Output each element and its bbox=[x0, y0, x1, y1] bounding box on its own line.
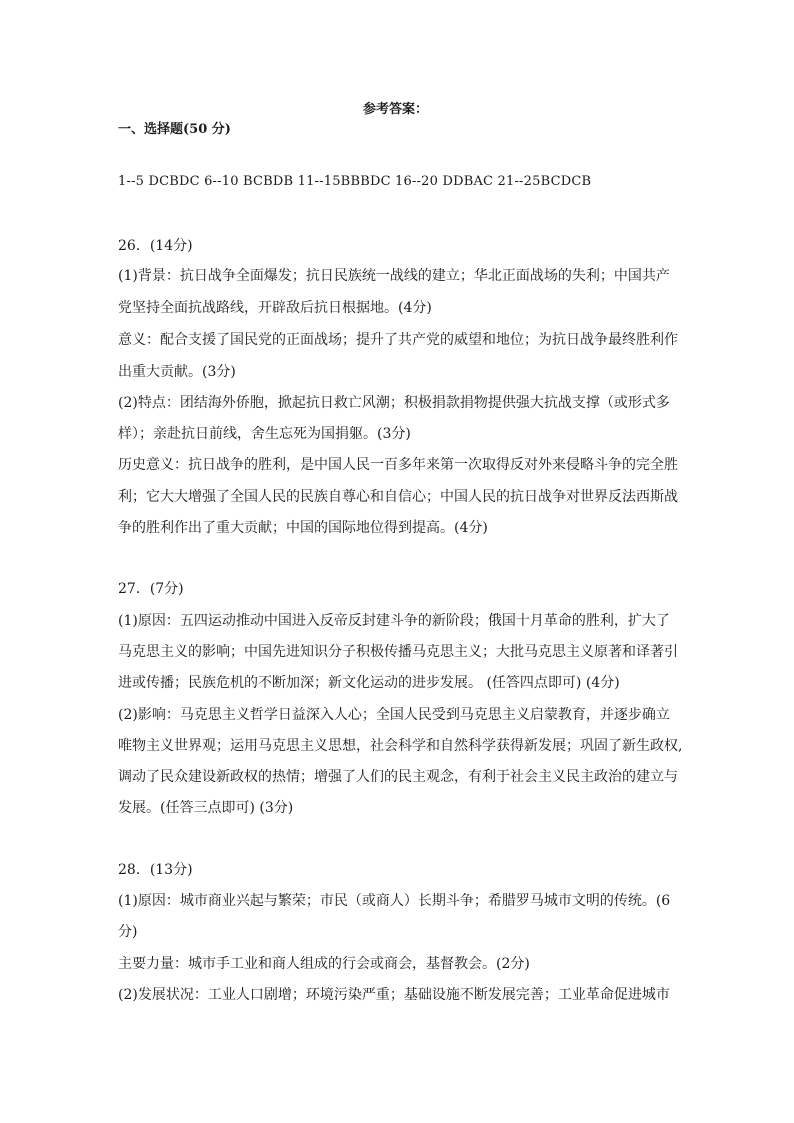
q28-line: (1)原因：城市商业兴起与繁荣；市民（或商人）长期斗争；希腊罗马城市文明的传统。(6 bbox=[118, 893, 671, 909]
page-title: 参考答案： bbox=[363, 102, 429, 117]
q28-line: (2)发展状况：工业人口剧增；环境污染严重；基础设施不断发展完善；工业革命促进城市 bbox=[118, 987, 670, 1003]
q27-line: 马克思主义的影响；中国先进知识分子积极传播马克思主义；大批马克思主义原著和译著引 bbox=[118, 644, 678, 660]
q26-line: 历史意义：抗日战争的胜利，是中国人民一百多年来第一次取得反对外来侵略斗争的完全胜 bbox=[118, 457, 678, 473]
q27-line: (2)影响：马克思主义哲学日益深入人心；全国人民受到马克思主义启蒙教育，并逐步确立 bbox=[118, 707, 670, 723]
q26-line: 党坚持全面抗战路线，开辟敌后抗日根据地。(4分) bbox=[118, 300, 432, 316]
q26-line: 样）；亲赴抗日前线，舍生忘死为国捐躯。(3分) bbox=[118, 426, 411, 442]
q27-line: (1)原因：五四运动推动中国进入反帝反封建斗争的新阶段；俄国十月革命的胜利，扩大了 bbox=[118, 613, 670, 629]
q26-line: 意义：配合支援了国民党的正面战场；提升了共产党的威望和地位；为抗日战争最终胜利作 bbox=[118, 332, 678, 348]
q27-line: 进或传播；民族危机的不断加深；新文化运动的进步发展。 (任答四点即可) (4分) bbox=[118, 675, 620, 691]
q28-heading: 28．(13分) bbox=[118, 862, 193, 878]
section-heading-choice: 一、选择题(50 分) bbox=[118, 122, 231, 137]
q27-line: 唯物主义世界观；运用马克思主义思想，社会科学和自然科学获得新发展；巩固了新生政权, bbox=[118, 738, 683, 754]
q26-line: (2)特点：团结海外侨胞，掀起抗日救亡风潮；积极捐款捐物提供强大抗战支撑（或形式多 bbox=[118, 395, 670, 411]
q28-line: 分) bbox=[118, 924, 138, 940]
q26-line: 利；它大大增强了全国人民的民族自尊心和自信心；中国人民的抗日战争对世界反法西斯战 bbox=[118, 489, 678, 505]
q27-heading: 27．(7分) bbox=[118, 581, 184, 597]
q26-line: 出重大贡献。(3分) bbox=[118, 364, 236, 380]
q28-line: 主要力量：城市手工业和商人组成的行会或商会，基督教会。(2分) bbox=[118, 956, 530, 972]
q26-line: 争的胜利作出了重大贡献；中国的国际地位得到提高。(4分) bbox=[118, 520, 488, 536]
q27-line: 调动了民众建设新政权的热情；增强了人们的民主观念，有利于社会主义民主政治的建立与 bbox=[118, 769, 678, 785]
q26-heading: 26．(14分) bbox=[118, 238, 193, 254]
q27-line: 发展。(任答三点即可) (3分) bbox=[118, 800, 294, 816]
choice-answers: 1--5 DCBDC 6--10 BCBDB 11--15BBBDC 16--20 DDBAC 21--25BCDCB bbox=[118, 174, 592, 189]
q26-line: (1)背景：抗日战争全面爆发；抗日民族统一战线的建立；华北正面战场的失利；中国共产 bbox=[118, 268, 670, 284]
